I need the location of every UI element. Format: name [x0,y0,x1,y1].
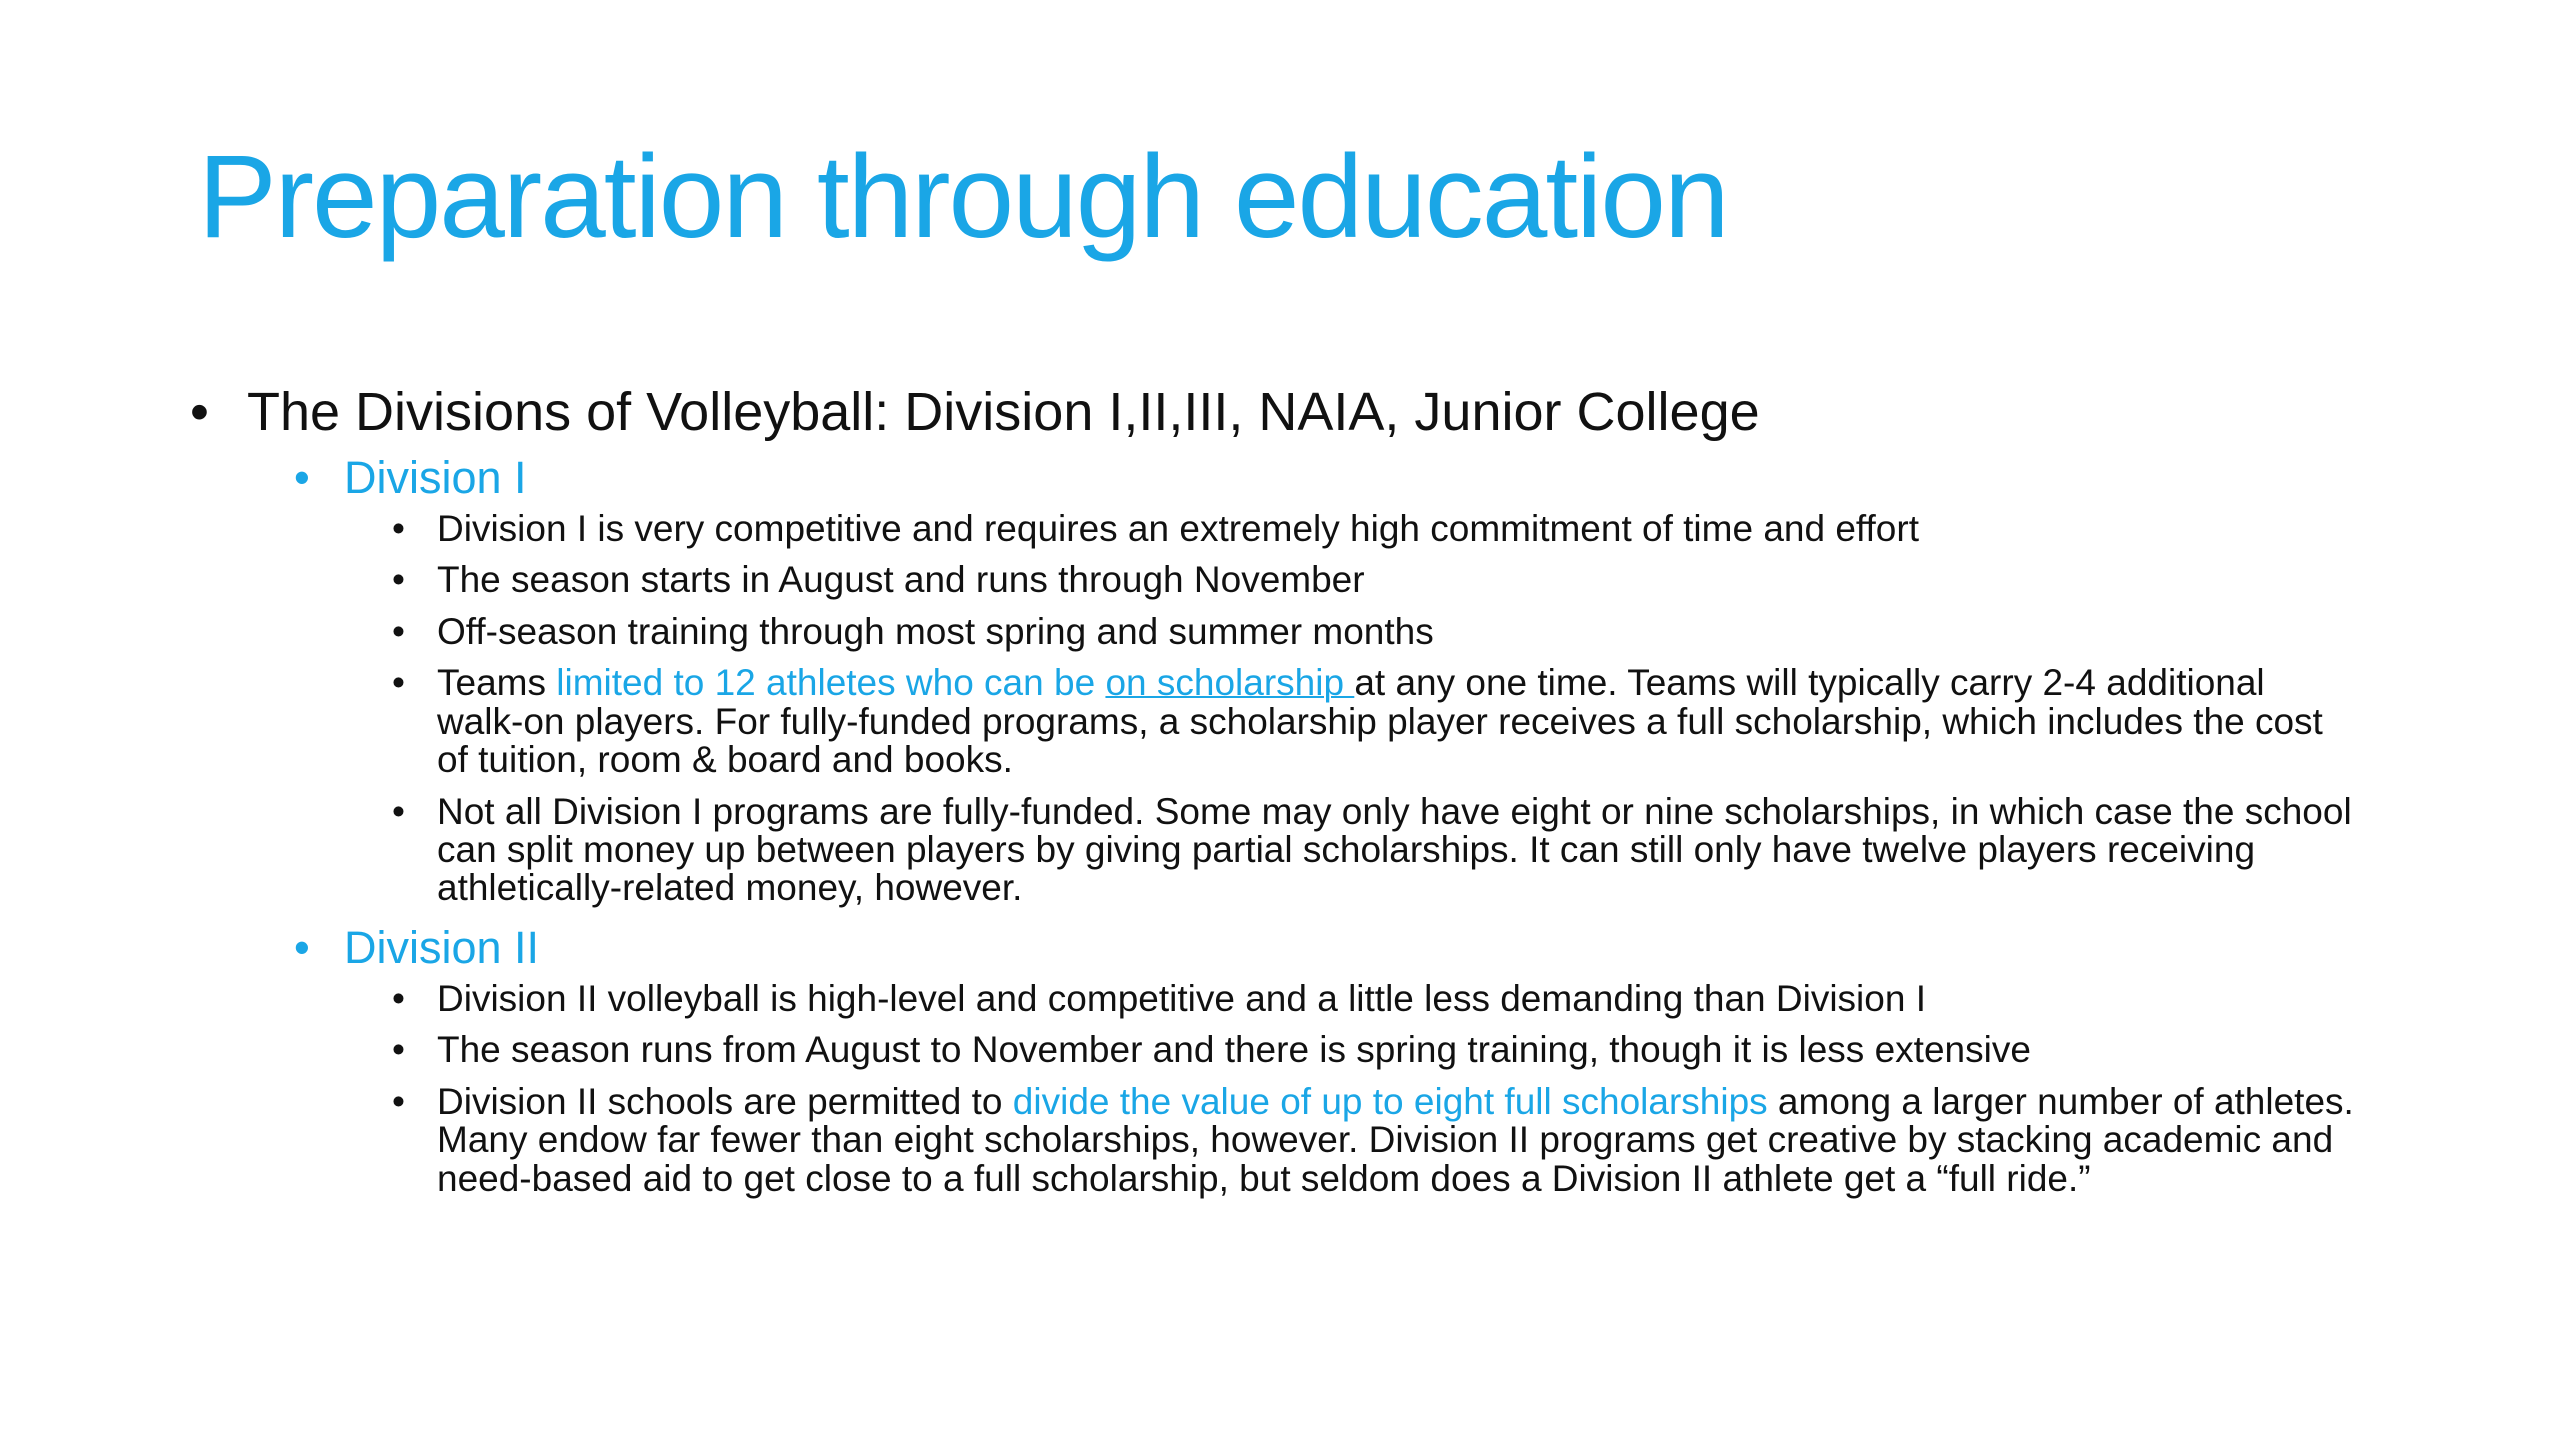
division-2-heading [294,921,2410,976]
scholarship-limit-link[interactable]: limited to 12 athletes who can be [556,662,1106,704]
div2-item-2 [392,1031,2357,1069]
slide-body [190,380,2410,1211]
div1-item-3-text: Off-season training through most spring and summer months [437,610,1434,652]
div1-item-3 [392,610,2357,652]
bullet-dot: • [392,559,405,601]
bullet-dot: • [294,921,310,973]
bullet-divisions [190,380,2410,445]
div1-item-4 [392,664,2357,779]
bullet-dot: • [392,977,405,1019]
bullet-dot: • [392,507,405,549]
div2-item-3 [392,1080,2357,1199]
div1-item-1-text: Division I is very competitive and requires an extremely high commitment of time and effort [437,507,1919,549]
div2-item-2-text: The season runs from August to November and there is spring training, though it is less extensive [437,1029,2031,1071]
div2-item-1-text: Division II volleyball is high-level and competitive and a little less demanding than Division I [437,977,1926,1019]
div1-item-2-text: The season starts in August and runs through November [437,559,1365,601]
div2-item-3-post: among a larger number of athletes. Many endow far fewer than eight scholarships, however. Division II programs get creative by stacking academic and need-based aid to get close to a full scholarship, but seldom does a Division II athlete get a “full ride.” [437,1080,2354,1199]
bullet-dot: • [392,1080,405,1122]
div1-item-5 [392,790,2357,909]
bullet-divisions-text: The Divisions of Volleyball: Division I,II,III, NAIA, Junior College [247,382,1760,442]
bullet-dot: • [392,1029,405,1071]
division-2-heading-text: Division II [344,921,540,973]
div1-item-2 [392,561,2357,599]
div1-item-4-pre: Teams [437,662,557,704]
slide-title: Preparation through education [198,131,1728,263]
div1-item-4-post: at any one time. Teams will typically carry 2-4 additional walk-on players. For fully-funded programs, a scholarship player receives a full scholarship, which includes the cost of tuition, room & board and books. [437,662,2323,781]
bullet-dot: • [294,451,310,503]
div2-item-3-pre: Division II schools are permitted to [437,1080,1013,1122]
division-1-heading-text: Division I [344,451,527,503]
div1-item-5-text: Not all Division I programs are fully-funded. Some may only have eight or nine scholarships, in which case the school can split money up between players by giving partial scholarships. It can still only have twelve players receiving athletically-related money, however. [437,790,2352,909]
div1-item-1 [392,507,2357,549]
bullet-dot: • [392,610,405,652]
division-1-heading [294,451,2410,506]
bullet-dot: • [392,790,405,832]
divide-scholarships-link[interactable]: divide the value of up to eight full scholarships [1012,1080,1768,1122]
bullet-dot: • [190,382,209,442]
div2-item-1 [392,977,2357,1019]
on-scholarship-link[interactable]: on scholarship [1105,662,1355,704]
bullet-dot: • [392,662,405,704]
